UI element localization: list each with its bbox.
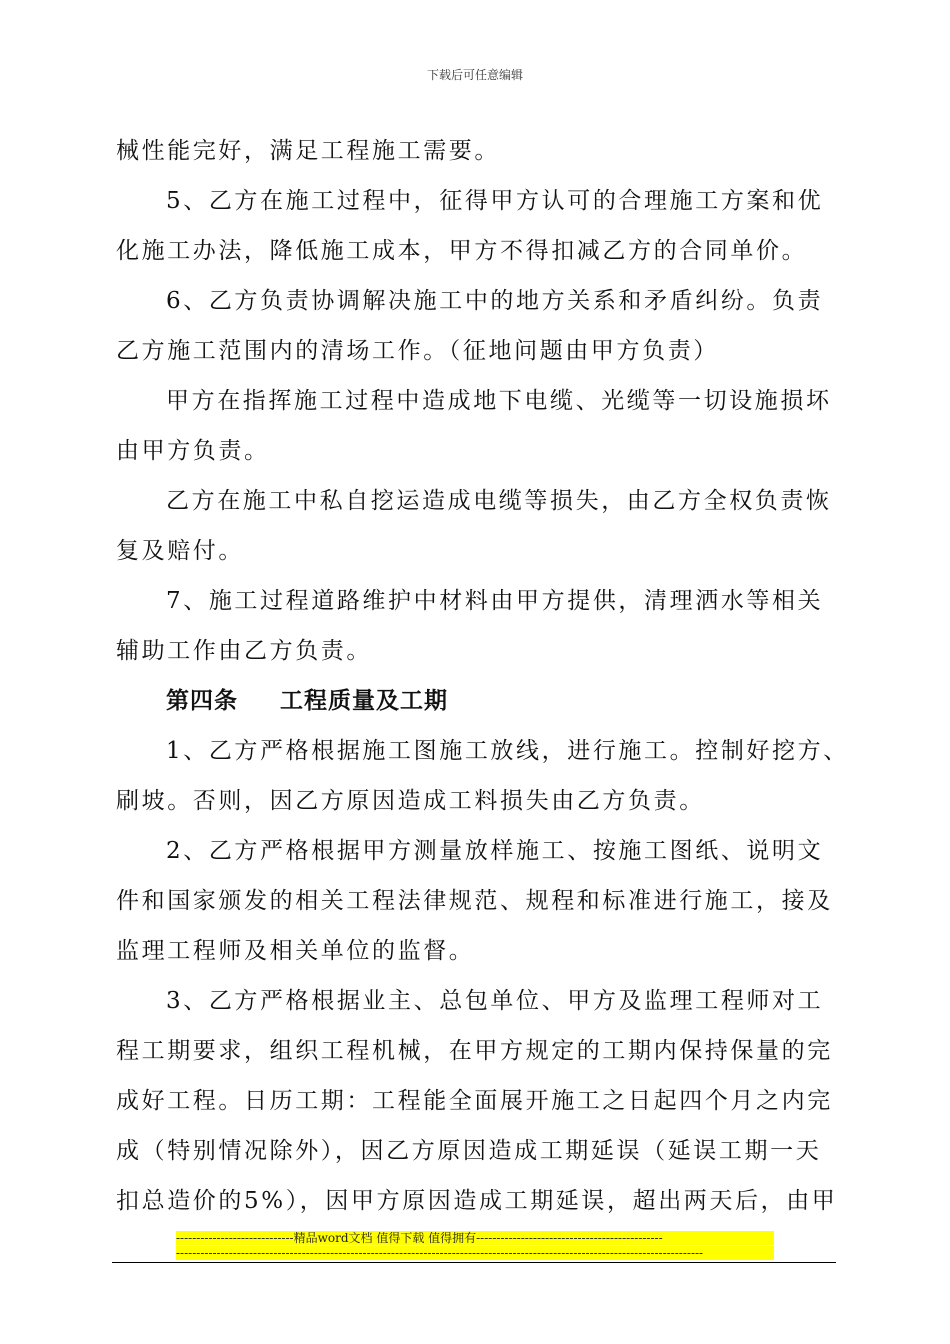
paragraph-line: 乙方在施工中私自挖运造成电缆等损失，由乙方全权负责恢 xyxy=(166,488,832,514)
paragraph-line: 程工期要求，组织工程机械，在甲方规定的工期内保持保量的完 xyxy=(116,1038,833,1064)
paragraph-line: 3、乙方严格根据业主、总包单位、甲方及监理工程师对工 xyxy=(166,988,824,1014)
header-note: 下载后可任意编辑 xyxy=(426,68,523,82)
paragraph-line: 件和国家颁发的相关工程法律规范、规程和标准进行施工，接及 xyxy=(116,888,833,914)
paragraph-line: 甲方在指挥施工过程中造成地下电缆、光缆等一切设施损坏 xyxy=(166,388,832,414)
paragraph-line: 化施工办法，降低施工成本，甲方不得扣减乙方的合同单价。 xyxy=(116,238,808,264)
paragraph-line: 由甲方负责。 xyxy=(116,438,270,464)
paragraph-line: 扣总造价的5%），因甲方原因造成工期延误，超出两天后，由甲 xyxy=(116,1188,838,1214)
paragraph-line: 成好工程。日历工期：工程能全面展开施工之日起四个月之内完 xyxy=(116,1088,833,1114)
paragraph-line: 7、施工过程道路维护中材料由甲方提供，清理洒水等相关 xyxy=(166,588,824,614)
section-heading xyxy=(166,686,448,716)
section-number: 第四条 xyxy=(166,687,238,714)
paragraph-line: 5、乙方在施工过程中，征得甲方认可的合理施工方案和优 xyxy=(166,188,824,214)
paragraph-line: 1、乙方严格根据施工图施工放线，进行施工。控制好挖方、 xyxy=(166,738,849,764)
section-title: 工程质量及工期 xyxy=(280,687,448,714)
footer-dash-line: ---------------------------------------------------------------------------------------------------------------------------------- xyxy=(176,1246,774,1260)
paragraph-line: 乙方施工范围内的清场工作。（征地问题由甲方负责） xyxy=(116,338,719,364)
paragraph-line: 械性能完好，满足工程施工需要。 xyxy=(116,138,500,164)
footer-divider xyxy=(112,1262,836,1263)
paragraph-line: 6、乙方负责协调解决施工中的地方关系和矛盾纠纷。负责 xyxy=(166,288,824,314)
paragraph-line: 监理工程师及相关单位的监督。 xyxy=(116,938,475,964)
footer-watermark-line: -----------------------------精品word文档 值得下载 值得拥有---------------------------------------------- xyxy=(176,1231,774,1245)
paragraph-line: 复及赔付。 xyxy=(116,538,244,564)
paragraph-line: 2、乙方严格根据甲方测量放样施工、按施工图纸、说明文 xyxy=(166,838,824,864)
paragraph-line: 刷坡。否则，因乙方原因造成工料损失由乙方负责。 xyxy=(116,788,705,814)
paragraph-line: 辅助工作由乙方负责。 xyxy=(116,638,372,664)
paragraph-line: 成（特别情况除外），因乙方原因造成工期延误（延误工期一天 xyxy=(116,1138,822,1164)
